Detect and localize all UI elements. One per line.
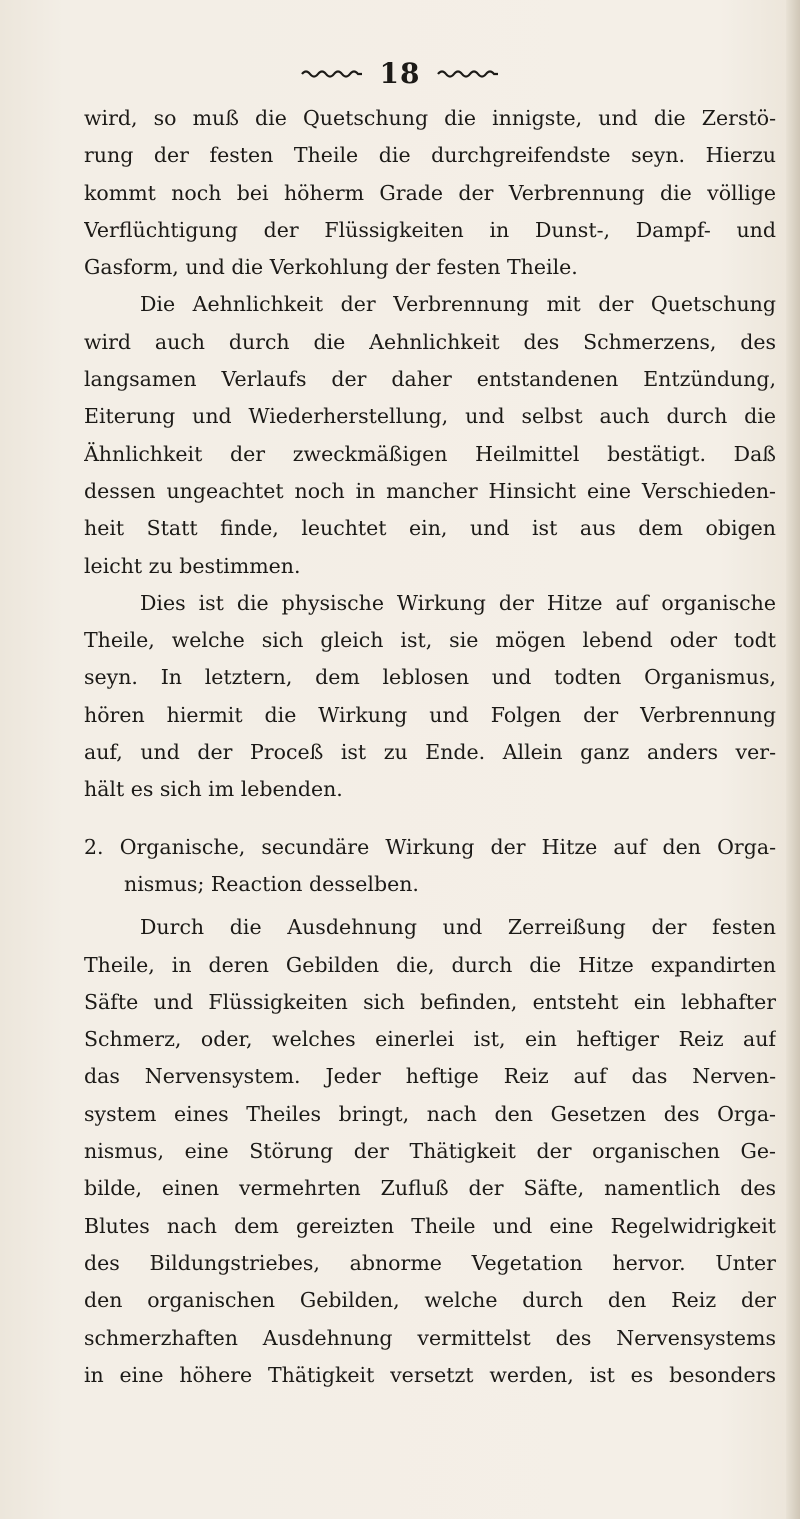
body-text: [84, 100, 776, 1394]
text-line: dessen ungeachtet noch in mancher Hinsicht eine Verschieden-: [84, 478, 776, 503]
text-line: Blutes nach dem gereizten Theile und eine Regelwidrigkeit: [84, 1213, 776, 1238]
text-line: hören hiermit die Wirkung und Folgen der Verbrennung: [84, 702, 776, 727]
text-line: kommt noch bei höherm Grade der Verbrennung die völlige: [84, 180, 776, 205]
text-line: Dies ist die physische Wirkung der Hitze auf organische: [140, 590, 776, 615]
left-ornament-icon: [300, 69, 364, 79]
text-line: leicht zu bestimmen.: [84, 553, 301, 578]
text-line: langsamen Verlaufs der daher entstandenen Entzündung,: [84, 367, 776, 392]
right-ornament-icon: [436, 69, 500, 79]
text-line: den organischen Gebilden, welche durch den Reiz der: [84, 1288, 776, 1313]
text-line: rung der festen Theile die durchgreifendste seyn. Hierzu: [84, 143, 776, 168]
text-line: Gasform, und die Verkohlung der festen Theile.: [84, 255, 578, 280]
text-line: Theile, welche sich gleich ist, sie mögen lebend oder todt: [84, 628, 776, 653]
text-line: auf, und der Proceß ist zu Ende. Allein ganz anders ver-: [84, 740, 776, 765]
text-line: wird auch durch die Aehnlichkeit des Schmerzens, des: [84, 329, 776, 354]
text-line: hält es sich im lebenden.: [84, 777, 343, 802]
page-number: 18: [379, 57, 421, 90]
text-line: des Bildungstriebes, abnorme Vegetation hervor. Unter: [84, 1250, 776, 1275]
text-line: Durch die Ausdehnung und Zerreißung der festen: [140, 915, 776, 940]
text-line: Schmerz, oder, welches einerlei ist, ein heftiger Reiz auf: [84, 1027, 776, 1052]
text-line: seyn. In letztern, dem leblosen und todten Organismus,: [84, 665, 776, 690]
text-line: Eiterung und Wiederherstellung, und selbst auch durch die: [84, 404, 776, 429]
text-line: wird, so muß die Quetschung die innigste, und die Zerstö-: [84, 106, 776, 130]
text-line: Theile, in deren Gebilden die, durch die Hitze expandirten: [84, 952, 776, 977]
text-line: Verflüchtigung der Flüssigkeiten in Dunst-, Dampf- und: [84, 217, 776, 242]
text-line: Säfte und Flüssigkeiten sich befinden, entsteht ein lebhafter: [84, 989, 776, 1014]
text-line: heit Statt finde, leuchtet ein, und ist aus dem obigen: [84, 516, 776, 541]
text-line: system eines Theiles bringt, nach den Gesetzen des Orga-: [84, 1101, 776, 1126]
text-line: nismus, eine Störung der Thätigkeit der organischen Ge-: [84, 1139, 776, 1164]
text-line: schmerzhaften Ausdehnung vermittelst des Nervensystems: [84, 1325, 776, 1350]
text-line: das Nervensystem. Jeder heftige Reiz auf das Nerven-: [84, 1064, 776, 1089]
page-header: [0, 58, 800, 90]
text-line: Ähnlichkeit der zweckmäßigen Heilmittel bestätigt. Daß: [84, 441, 776, 466]
text-line: bilde, einen vermehrten Zufluß der Säfte, namentlich des: [84, 1176, 776, 1201]
section-heading-continuation: nismus; Reaction desselben.: [124, 871, 419, 896]
text-line: Die Aehnlichkeit der Verbrennung mit der Quetschung: [140, 292, 776, 317]
page-edge: [786, 0, 800, 1519]
section-heading: 2. Organische, secundäre Wirkung der Hitze auf den Orga-: [84, 834, 776, 859]
text-line: in eine höhere Thätigkeit versetzt werden, ist es besonders: [84, 1362, 776, 1387]
